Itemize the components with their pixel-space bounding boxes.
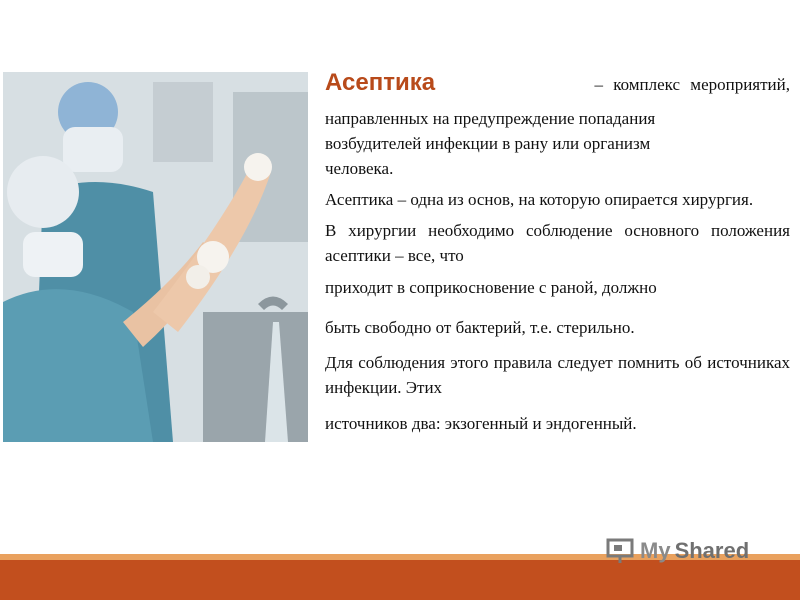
logo-my: My: [640, 538, 671, 563]
footer-stripe: [0, 560, 800, 600]
paragraph-foundation: Асептика – одна из основ, на которую опирается хирургия.: [325, 190, 754, 209]
paragraph-sources-intro: Для соблюдения этого правила следует помнить об источниках инфекции. Этих: [325, 353, 790, 397]
logo-shared: Shared: [674, 538, 750, 563]
definition-line-3: человека.: [325, 159, 394, 178]
presentation-board-icon: [606, 538, 636, 564]
paragraph-sources-end: источников два: экзогенный и эндогенный.: [325, 414, 637, 433]
title-continuation: – комплекс мероприятий,: [594, 75, 790, 94]
slide-title: Асептика: [325, 69, 436, 96]
surgeons-handwashing-photo: [3, 72, 308, 442]
definition-line-2: возбудителей инфекции в рану или организм: [325, 134, 651, 153]
paragraph-principle-intro: В хирургии необходимо соблюдение основного положения асептики – все, что: [325, 221, 790, 265]
paragraph-principle-end: быть свободно от бактерий, т.е. стерильно.: [325, 318, 635, 337]
definition-line-1: направленных на предупреждение попадания: [325, 109, 656, 128]
paragraph-principle-cont: приходит в соприкосновение с раной, должно: [325, 278, 657, 297]
slide-text-block: [325, 70, 790, 444]
definition-paragraph: [325, 106, 790, 181]
myshared-logo: [606, 538, 749, 564]
